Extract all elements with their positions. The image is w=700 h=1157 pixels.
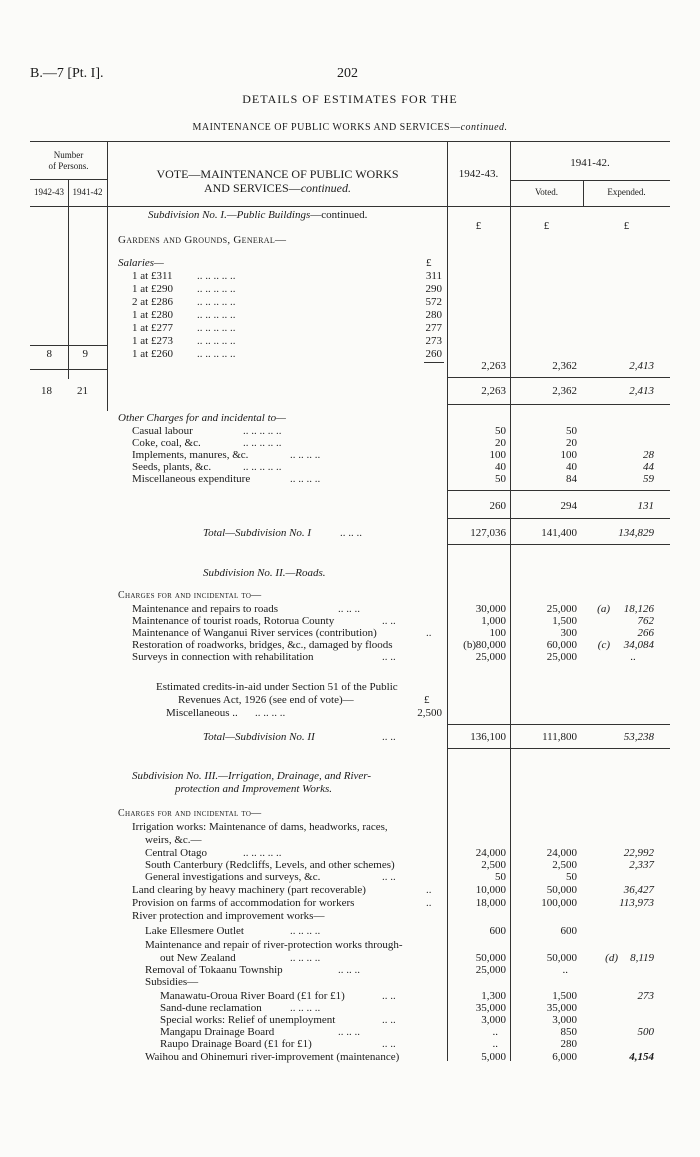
- sub-total-row: [0, 385, 700, 397]
- salary-amount: 277: [425, 322, 442, 334]
- irrigation-expended: 22,992: [623, 847, 654, 859]
- land-clearing-1942: 10,000: [475, 884, 506, 896]
- other-charge-voted: 100: [560, 449, 577, 461]
- sub2-total-expended: 53,238: [623, 731, 654, 743]
- persons-year-1941: 1941-42: [72, 187, 103, 197]
- road-item-row: Maintenance of tourist roads, Rotorua County .. .. 1,000 1,500 762: [132, 615, 654, 627]
- credits-line2: Revenues Act, 1926 (see end of vote)—: [178, 694, 354, 706]
- road-item-label: Maintenance of Wanganui River services (contribution): [132, 627, 377, 639]
- other-total-voted: 294: [560, 500, 577, 512]
- provision-label: Provision on farms of accommodation for workers: [132, 897, 355, 909]
- subsidy-1942: 1,300: [481, 990, 506, 1002]
- credits-misc-amount: 2,500: [417, 707, 442, 719]
- other-charges-label: Other Charges for and incidental to—: [118, 412, 286, 424]
- vote-title-line1: VOTE—MAINTENANCE OF PUBLIC WORKS: [156, 167, 399, 181]
- road-item-expended: 18,126: [623, 603, 654, 615]
- road-item-1942: 80,000: [475, 639, 506, 651]
- other-charge-row: Coke, coal, &c. .. .. .. .. .. 20 20: [132, 437, 577, 449]
- subsidy-1942: 3,000: [481, 1014, 506, 1026]
- page-number: 202: [337, 66, 358, 81]
- salary-label: 1 at £280: [132, 309, 173, 321]
- persons-1942: 8: [46, 348, 52, 360]
- road-item-voted: 25,000: [546, 651, 577, 663]
- waihou-1942: 5,000: [481, 1051, 506, 1063]
- irrigation-row: General investigations and surveys, &c. .. .. 50 50: [145, 871, 577, 883]
- sub2-total-row: Total—Subdivision No. II .. .. 136,100 111,800 53,238: [203, 731, 654, 743]
- irrigation-voted: 2,500: [552, 859, 577, 871]
- sub-total-1942: 2,263: [481, 385, 506, 397]
- other-charge-row: Implements, manures, &c. .. .. .. .. 100 100 28: [132, 449, 654, 461]
- irrigation-1942: 50: [495, 871, 506, 883]
- persons-total-1941: 21: [77, 385, 88, 397]
- salary-row: 1 at £290 .. .. .. .. .. 290: [132, 283, 442, 295]
- subsidy-row: Manawatu-Oroua River Board (£1 for £1) .. .. 1,300 1,500 273: [160, 990, 654, 1002]
- ellesmere-label: Lake Ellesmere Outlet: [145, 925, 244, 937]
- sub-total-bottom-rule: [447, 404, 670, 405]
- irrigation-1942: 2,500: [481, 859, 506, 871]
- ellesmere-1942: 600: [489, 925, 506, 937]
- subtitle-continued: continued.: [460, 122, 508, 133]
- road-item-1942: 25,000: [475, 651, 506, 663]
- salary-pound: £: [426, 257, 432, 269]
- road-item-1942: 1,000: [481, 615, 506, 627]
- sub1-heading-text: Subdivision No. I.—Public Buildings: [148, 209, 311, 221]
- tokaanu-label: Removal of Tokaanu Township: [145, 964, 283, 976]
- road-item-expended: ..: [630, 651, 636, 663]
- salary-label: 1 at £273: [132, 335, 173, 347]
- subsidy-label: Raupo Drainage Board (£1 for £1): [160, 1038, 312, 1050]
- year-divider: [510, 180, 670, 181]
- irrigation-line1: Irrigation works: Maintenance of dams, headworks, races,: [132, 821, 388, 833]
- sub2-total-voted: 111,800: [542, 731, 577, 743]
- other-total-1942: 260: [489, 500, 506, 512]
- header-bottom-rule: [30, 206, 670, 207]
- provision-row: Provision on farms of accommodation for workers .. 18,000 100,000 113,973: [132, 897, 654, 909]
- irrigation-voted: 50: [566, 871, 577, 883]
- road-item-exp-note: (a): [597, 603, 610, 615]
- vote-title-line2: AND SERVICES—: [203, 181, 301, 195]
- other-charge-voted: 20: [566, 437, 577, 449]
- other-total-bottom-rule: [447, 518, 670, 519]
- col-header-1941: 1941-42.: [570, 157, 610, 169]
- gardens-heading: Gardens and Grounds, General—: [118, 234, 287, 246]
- other-charge-1942: 100: [489, 449, 506, 461]
- salary-label: 2 at £286: [132, 296, 173, 308]
- maint-expended: 8,119: [630, 952, 654, 964]
- sub2-charges-label: Charges for and incidental to—: [118, 590, 262, 601]
- credits-misc-label: Miscellaneous ..: [166, 707, 238, 719]
- sub-total-voted: 2,362: [552, 385, 577, 397]
- provision-voted: 100,000: [541, 897, 577, 909]
- pound-voted: £: [543, 220, 550, 232]
- sub1-total-expended: 134,829: [618, 527, 654, 539]
- sub1-total-bottom-rule: [447, 544, 670, 545]
- road-item-1942: 100: [489, 627, 506, 639]
- subsidy-voted: 850: [560, 1026, 577, 1038]
- sub2-total-top-rule: [447, 724, 670, 725]
- road-item-expended: 34,084: [623, 639, 654, 651]
- road-item-exp-note: (c): [597, 639, 610, 651]
- subsidy-label: Mangapu Drainage Board: [160, 1026, 275, 1038]
- provision-1942: 18,000: [475, 897, 506, 909]
- subsidy-label: Special works: Relief of unemployment: [160, 1014, 336, 1026]
- road-item-1942: 30,000: [475, 603, 506, 615]
- col-header-1942: 1942-43.: [458, 168, 499, 180]
- sub1-total-label: Total—Subdivision No. I: [203, 527, 312, 539]
- maint-1942: 50,000: [475, 952, 506, 964]
- subsidy-voted: 3,000: [552, 1014, 577, 1026]
- subsidy-row: Sand-dune reclamation .. .. .. .. 35,000 35,000: [160, 1002, 577, 1014]
- maint-line1: Maintenance and repair of river-protection works through-: [145, 939, 403, 951]
- other-charge-row: Casual labour .. .. .. .. .. 50 50: [132, 425, 577, 437]
- document-code: B.—7 [Pt. I].: [30, 66, 104, 81]
- sub1-total-voted: 141,400: [541, 527, 577, 539]
- page-subtitle: [100, 122, 600, 133]
- other-charge-1942: 40: [495, 461, 506, 473]
- road-item-row: Surveys in connection with rehabilitation .. .. 25,000 25,000 ..: [132, 651, 636, 663]
- land-clearing-row: Land clearing by heavy machinery (part recoverable) .. 10,000 50,000 36,427: [132, 884, 654, 896]
- credits-line1: Estimated credits-in-aid under Section 51 of the Public: [156, 681, 398, 693]
- road-item-expended: 266: [637, 627, 654, 639]
- other-charge-label: Coke, coal, &c.: [132, 437, 201, 449]
- road-item-row: [0, 639, 700, 651]
- maint-row: out New Zealand .. .. .. .. 50,000 50,000 (d) 8,119: [160, 952, 654, 964]
- waihou-voted: 6,000: [552, 1051, 577, 1063]
- sub1-heading: [148, 209, 367, 221]
- tokaanu-1942: 25,000: [475, 964, 506, 976]
- salary-row: 8 9 1 at £260 .. .. .. .. .. 260: [46, 348, 442, 360]
- sub3-charges-label: Charges for and incidental to—: [118, 808, 262, 819]
- credits-pound: £: [424, 694, 430, 706]
- subsidy-row: Special works: Relief of unemployment .. .. 3,000 3,000: [160, 1014, 577, 1026]
- land-clearing-voted: 50,000: [546, 884, 577, 896]
- other-charge-1942: 50: [495, 473, 506, 485]
- salaries-total-row: [0, 360, 700, 372]
- road-item-row: Maintenance and repairs to roads .. .. .. 30,000 25,000 (a) 18,126: [132, 603, 654, 615]
- pound-expended: £: [623, 220, 630, 232]
- salary-label: 1 at £290: [132, 283, 173, 295]
- other-charge-label: Implements, manures, &c.: [132, 449, 249, 461]
- subtitle-text: MAINTENANCE OF PUBLIC WORKS AND SERVICES—: [192, 122, 461, 133]
- irrigation-expended: 2,337: [629, 859, 654, 871]
- subsidy-voted: 280: [560, 1038, 577, 1050]
- salary-row: 1 at £280 .. .. .. .. .. 280: [132, 309, 442, 321]
- salaries-total-1942: 2,263: [481, 360, 506, 372]
- irrigation-voted: 24,000: [546, 847, 577, 859]
- salaries-total-expended: 2,413: [629, 360, 654, 372]
- salary-amount: 280: [425, 309, 442, 321]
- salary-amount: 260: [425, 348, 442, 360]
- other-charge-1942: 50: [495, 425, 506, 437]
- land-clearing-label: Land clearing by heavy machinery (part recoverable): [132, 884, 366, 896]
- irrigation-label: South Canterbury (Redcliffs, Levels, and other schemes): [145, 859, 395, 871]
- other-total-expended: 131: [637, 500, 654, 512]
- road-item-label: Surveys in connection with rehabilitation: [132, 651, 314, 663]
- waihou-expended: 4,154: [629, 1051, 654, 1063]
- sub1-total-1942: 127,036: [470, 527, 506, 539]
- salary-row: 1 at £273 .. .. .. .. .. 273: [132, 335, 442, 347]
- salary-amount: 311: [425, 270, 442, 282]
- persons-label: [30, 150, 107, 172]
- persons-label-line1: Number: [53, 150, 84, 160]
- road-item-expended: 762: [637, 615, 654, 627]
- subsidy-1942: ..: [492, 1038, 498, 1050]
- salary-row: 2 at £286 .. .. .. .. .. 572: [132, 296, 442, 308]
- subsidy-expended: 500: [637, 1026, 654, 1038]
- road-item-label: Maintenance of tourist roads, Rotorua County: [132, 615, 335, 627]
- irrigation-label: General investigations and surveys, &c.: [145, 871, 321, 883]
- irrigation-row: Central Otago .. .. .. .. .. 24,000 24,000 22,992: [145, 847, 654, 859]
- irrigation-row: [0, 859, 700, 871]
- salary-amount: 273: [425, 335, 442, 347]
- maint-voted: 50,000: [546, 952, 577, 964]
- vote-title: [110, 167, 445, 195]
- other-charge-voted: 40: [566, 461, 577, 473]
- waihou-label: Waihou and Ohinemuri river-improvement (maintenance): [145, 1051, 400, 1063]
- sub2-total-label: Total—Subdivision No. II: [203, 731, 315, 743]
- salaries-total-voted: 2,362: [552, 360, 577, 372]
- other-charge-1942: 20: [495, 437, 506, 449]
- sub2-total-bottom-rule: [447, 748, 670, 749]
- salary-amount: 290: [425, 283, 442, 295]
- other-charge-voted: 84: [566, 473, 577, 485]
- other-charge-expended: 44: [643, 461, 654, 473]
- land-clearing-expended: 36,427: [623, 884, 654, 896]
- road-item-voted: 300: [560, 627, 577, 639]
- road-item-row: Maintenance of Wanganui River services (contribution) .. 100 300 266: [132, 627, 654, 639]
- subsidy-voted: 35,000: [546, 1002, 577, 1014]
- pound-1942: £: [475, 220, 482, 232]
- persons-total-1942: 18: [41, 385, 52, 397]
- subsidy-row: Mangapu Drainage Board .. .. .. .. 850 500: [160, 1026, 654, 1038]
- salary-label: 1 at £277: [132, 322, 173, 334]
- road-item-voted: 60,000: [546, 639, 577, 651]
- other-charge-expended: 59: [643, 473, 654, 485]
- tokaanu-voted: ..: [562, 964, 568, 976]
- waihou-row: [0, 1051, 700, 1063]
- other-charge-label: Miscellaneous expenditure: [132, 473, 251, 485]
- persons-label-line2: of Persons.: [48, 161, 89, 171]
- road-item-note: (b): [463, 639, 476, 651]
- irrigation-label: Central Otago: [145, 847, 208, 859]
- salary-row: 1 at £277 .. .. .. .. .. 277: [132, 322, 442, 334]
- persons-1941: 9: [82, 348, 88, 360]
- col-header-voted: Voted.: [534, 187, 559, 197]
- other-charge-voted: 50: [566, 425, 577, 437]
- page-title: DETAILS OF ESTIMATES FOR THE: [242, 92, 458, 106]
- road-item-label: Maintenance and repairs to roads: [132, 603, 278, 615]
- ellesmere-voted: 600: [560, 925, 577, 937]
- sub3-heading-1: Subdivision No. III.—Irrigation, Drainage, and River-: [132, 770, 372, 782]
- irrigation-line2: weirs, &c.—: [145, 834, 202, 846]
- sub2-total-1942: 136,100: [470, 731, 506, 743]
- credits-misc-row: Miscellaneous .. .. .. .. .. 2,500: [166, 707, 442, 719]
- other-charge-row: Miscellaneous expenditure .. .. .. .. 50 84 59: [132, 473, 654, 485]
- maint-exp-note: (d): [605, 952, 618, 964]
- subsidy-1942: 35,000: [475, 1002, 506, 1014]
- sub1-heading-cont: —continued.: [310, 209, 368, 221]
- subsidy-expended: 273: [637, 990, 654, 1002]
- col-header-expended: Expended.: [607, 187, 646, 197]
- road-item-voted: 1,500: [552, 615, 577, 627]
- salary-row: 1 at £311 .. .. .. .. .. 311: [132, 270, 442, 282]
- sub-total-expended: 2,413: [629, 385, 654, 397]
- persons-year-1942: 1942-43: [34, 187, 64, 197]
- subsidy-voted: 1,500: [552, 990, 577, 1002]
- subsidy-label: Manawatu-Oroua River Board (£1 for £1): [160, 990, 345, 1002]
- sub3-heading-2: protection and Improvement Works.: [175, 783, 333, 795]
- other-charge-expended: 28: [643, 449, 654, 461]
- provision-expended: 113,973: [619, 897, 654, 909]
- other-total-rule: [447, 490, 670, 491]
- maint-label: out New Zealand: [160, 952, 236, 964]
- sub-total-rule: [447, 377, 670, 378]
- tokaanu-row: Removal of Tokaanu Township .. .. .. 25,000 ..: [145, 964, 568, 976]
- subsidy-label: Sand-dune reclamation: [160, 1002, 262, 1014]
- vote-title-continued: continued.: [300, 181, 352, 195]
- road-item-voted: 25,000: [546, 603, 577, 615]
- other-charge-label: Casual labour: [132, 425, 193, 437]
- subsidy-1942: ..: [492, 1026, 498, 1038]
- salary-label: 1 at £311: [132, 270, 173, 282]
- sub2-heading: Subdivision No. II.—Roads.: [203, 567, 326, 579]
- river-label: River protection and improvement works—: [132, 910, 325, 922]
- sub1-total-row: Total—Subdivision No. I .. .. .. 127,036 141,400 134,829: [203, 527, 654, 539]
- table-top-rule: [30, 141, 670, 142]
- salary-label: 1 at £260: [132, 348, 173, 360]
- road-item-label: Restoration of roadworks, bridges, &c., damaged by floods: [132, 639, 393, 651]
- other-charge-label: Seeds, plants, &c.: [132, 461, 212, 473]
- irrigation-1942: 24,000: [475, 847, 506, 859]
- other-total-row: [0, 500, 700, 512]
- subsidies-label: Subsidies—: [145, 976, 199, 988]
- subsidy-row: Raupo Drainage Board (£1 for £1) .. .. .. 280: [160, 1038, 577, 1050]
- other-charge-row: Seeds, plants, &c. .. .. .. .. .. 40 40 44: [132, 461, 654, 473]
- salary-amount: 572: [425, 296, 442, 308]
- ellesmere-row: Lake Ellesmere Outlet .. .. .. .. 600 600: [145, 925, 577, 937]
- salaries-label: Salaries—: [118, 257, 164, 269]
